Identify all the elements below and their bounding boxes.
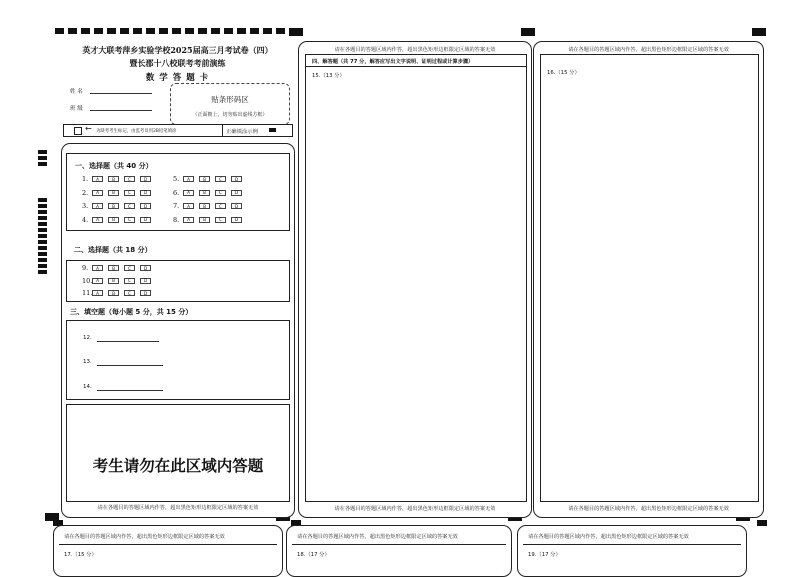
boundary-note: 请在各题目的答题区域内作答，超出黑色矩形边框限定区域的答案无效 (334, 506, 496, 512)
boundary-note: 请在各题目的答题区域内作答，超出黑色矩形边框限定区域的答案无效 (297, 534, 458, 540)
registration-mark (757, 520, 767, 526)
side-timing-marks (38, 150, 47, 280)
option-bubble[interactable]: C (124, 203, 135, 209)
question-number: 8. (173, 215, 180, 224)
option-bubble[interactable]: A (92, 265, 103, 271)
option-bubble[interactable]: B (108, 190, 119, 196)
timing-mark (276, 28, 285, 34)
option-bubble[interactable]: A (183, 203, 194, 209)
missing-exam-text: 为缺考考生标记，由监考员用2B铅笔填涂 (96, 129, 177, 134)
correct-fill-label: 正确填涂示例 (226, 129, 258, 135)
option-bubble[interactable]: D (231, 176, 242, 182)
timing-mark (38, 228, 47, 232)
timing-mark (38, 216, 47, 220)
timing-mark (146, 28, 155, 34)
option-bubble[interactable]: D (140, 265, 151, 271)
choice-row (82, 216, 156, 224)
timing-mark (38, 198, 47, 202)
question-number: 7. (173, 202, 180, 210)
option-bubble[interactable]: C (215, 217, 226, 223)
timing-mark (159, 28, 168, 34)
question-16-label: 16.（15 分） (547, 70, 580, 76)
option-bubble[interactable]: C (124, 278, 135, 284)
option-bubble[interactable]: B (199, 203, 210, 209)
option-bubble[interactable]: C (215, 190, 226, 196)
class-label: 班 级 (70, 106, 83, 112)
question-number: 4. (82, 215, 89, 224)
missing-exam-checkbox[interactable] (74, 127, 82, 135)
option-bubble[interactable]: A (92, 203, 103, 209)
choice-row (173, 175, 247, 183)
option-bubble[interactable]: D (140, 203, 151, 209)
boundary-note: 请在各题目的答题区域内作答，超出黑色矩形边框限定区域的答案无效 (97, 505, 259, 511)
choice-row (173, 216, 247, 224)
section-fill-blank (66, 320, 290, 400)
option-bubble[interactable]: D (140, 176, 151, 182)
option-bubble[interactable]: D (140, 217, 151, 223)
registration-mark (289, 28, 303, 36)
question-15-label: 15.（13 分） (312, 73, 345, 79)
option-bubble[interactable]: D (140, 290, 151, 296)
option-bubble[interactable]: C (124, 265, 135, 271)
question-number: 10. (82, 276, 93, 285)
boundary-note: 请在各题目的答题区域内作答，超出黑色矩形边框限定区域的答案无效 (568, 47, 729, 53)
answer-panel-right (533, 41, 764, 518)
divider (523, 544, 741, 545)
barcode-title: 贴条形码区 (211, 95, 249, 104)
registration-mark (521, 28, 535, 36)
timing-mark (68, 28, 77, 34)
option-bubble[interactable]: D (231, 217, 242, 223)
answer-box-16[interactable] (540, 54, 759, 502)
timing-mark (250, 28, 259, 34)
missing-exam-row (63, 124, 293, 137)
option-bubble[interactable]: C (215, 176, 226, 182)
boundary-note: 请在各题目的答题区域内作答，超出黑色矩形边框限定区域的答案无效 (334, 47, 496, 53)
option-bubble[interactable]: B (199, 190, 210, 196)
option-bubble[interactable]: D (140, 278, 151, 284)
timing-mark (38, 264, 47, 268)
top-timing-marks (55, 28, 285, 36)
answer-panel-19 (517, 525, 747, 577)
section-3-title: 三、填空题（每小题 5 分，共 15 分） (70, 308, 193, 316)
timing-mark (38, 270, 47, 274)
name-label: 姓 名 (70, 89, 83, 95)
timing-mark (237, 28, 246, 34)
option-bubble[interactable]: C (215, 203, 226, 209)
question-number: 1. (82, 175, 89, 183)
barcode-area (170, 83, 290, 125)
timing-mark (38, 234, 47, 238)
choice-row (82, 175, 156, 183)
question-number: 9. (82, 264, 89, 272)
timing-mark (55, 28, 64, 34)
choice-row (173, 189, 247, 197)
answer-panel-18 (286, 525, 512, 577)
answer-panel-17 (53, 525, 283, 577)
choice-row (82, 277, 156, 285)
option-bubble[interactable]: B (108, 203, 119, 209)
option-bubble[interactable]: B (108, 176, 119, 182)
exam-title-line2: 暨长郡十八校联考考前演练 (129, 58, 226, 68)
timing-mark (38, 240, 47, 244)
option-bubble[interactable]: D (140, 190, 151, 196)
question-18-label[interactable]: 18.（17 分） (297, 552, 330, 558)
boundary-note: 请在各题目的答题区域内作答，超出黑色矩形边框限定区域的答案无效 (528, 534, 689, 540)
option-bubble[interactable]: A (92, 217, 103, 223)
section-2-title: 二、选择题（共 18 分） (74, 246, 152, 254)
timing-mark (224, 28, 233, 34)
option-bubble[interactable]: B (108, 278, 119, 284)
option-bubble[interactable]: A (92, 290, 103, 296)
option-bubble[interactable]: D (231, 190, 242, 196)
timing-mark (107, 28, 116, 34)
timing-mark (94, 28, 103, 34)
option-bubble[interactable]: B (108, 290, 119, 296)
no-answer-zone (66, 404, 290, 502)
option-bubble[interactable]: A (183, 176, 194, 182)
timing-mark (263, 28, 272, 34)
filled-example-mark (269, 128, 276, 132)
timing-mark (38, 222, 47, 226)
answer-line-14[interactable] (97, 390, 163, 391)
section-4-title: 四、解答题（共 77 分，解答应写出文字说明、证明过程或计算步骤） (312, 59, 474, 65)
exam-title-line3: 数 学 答 题 卡 (145, 73, 210, 83)
timing-mark (172, 28, 181, 34)
option-bubble[interactable]: A (183, 217, 194, 223)
divider (222, 125, 223, 136)
no-answer-zone-text: 考生请勿在此区域内答题 (92, 457, 264, 475)
timing-mark (120, 28, 129, 34)
answer-panel-left (61, 143, 295, 518)
question-19-label[interactable]: 19.（17 分） (528, 552, 561, 558)
answer-line-13[interactable] (97, 365, 163, 366)
timing-mark (38, 210, 47, 214)
exam-title-line1: 英才大联考萍乡实验学校2025届高三月考试卷（四） (82, 45, 273, 55)
timing-mark (38, 150, 47, 154)
class-field[interactable] (90, 110, 152, 111)
option-bubble[interactable]: B (108, 217, 119, 223)
answer-panel-middle (298, 41, 532, 518)
question-14-number: 14. (83, 384, 92, 390)
divider (306, 66, 526, 67)
option-bubble[interactable]: C (124, 190, 135, 196)
timing-mark (38, 258, 47, 262)
timing-mark (211, 28, 220, 34)
choice-row (82, 289, 156, 297)
choice-row (82, 202, 156, 210)
timing-mark (198, 28, 207, 34)
option-bubble[interactable]: B (108, 265, 119, 271)
option-bubble[interactable]: A (92, 278, 103, 284)
boundary-note: 请在各题目的答题区域内作答，超出黑色矩形边框限定区域的答案无效 (64, 534, 225, 540)
section-1-title: 一、选择题（共 40 分） (75, 162, 153, 170)
choice-row (82, 264, 156, 272)
option-bubble[interactable]: A (183, 190, 194, 196)
question-number: 6. (173, 188, 180, 197)
question-number: 11. (82, 289, 93, 297)
registration-mark (752, 28, 766, 36)
option-bubble[interactable]: A (92, 176, 103, 182)
option-bubble[interactable]: B (199, 217, 210, 223)
option-bubble[interactable]: C (124, 176, 135, 182)
question-number: 5. (173, 175, 180, 183)
boundary-note: 请在各题目的答题区域内作答，超出黑色矩形边框限定区域的答案无效 (568, 506, 729, 512)
option-bubble[interactable]: C (124, 217, 135, 223)
timing-mark (38, 252, 47, 256)
timing-mark (38, 246, 47, 250)
question-number: 2. (82, 188, 89, 197)
arrow-left-icon: ← (85, 124, 92, 133)
barcode-hint: （正面朝上，切勿贴出虚线方框） (192, 112, 268, 118)
option-bubble[interactable]: D (231, 203, 242, 209)
divider (292, 544, 506, 545)
timing-mark (38, 204, 47, 208)
timing-mark (38, 162, 47, 166)
timing-mark (81, 28, 90, 34)
option-bubble[interactable]: B (199, 176, 210, 182)
question-13-number: 13. (83, 359, 92, 365)
option-bubble[interactable]: A (92, 190, 103, 196)
answer-line-12[interactable] (97, 341, 159, 342)
answer-box-15[interactable] (305, 54, 527, 502)
question-17-label[interactable]: 17.（15 分） (64, 552, 97, 558)
question-number: 3. (82, 202, 89, 210)
choice-row (173, 202, 247, 210)
name-field[interactable] (90, 93, 152, 94)
timing-mark (133, 28, 142, 34)
option-bubble[interactable]: C (124, 290, 135, 296)
choice-row (82, 189, 156, 197)
divider (59, 544, 277, 545)
question-12-number: 12. (83, 335, 92, 341)
timing-mark (38, 156, 47, 160)
timing-mark (185, 28, 194, 34)
